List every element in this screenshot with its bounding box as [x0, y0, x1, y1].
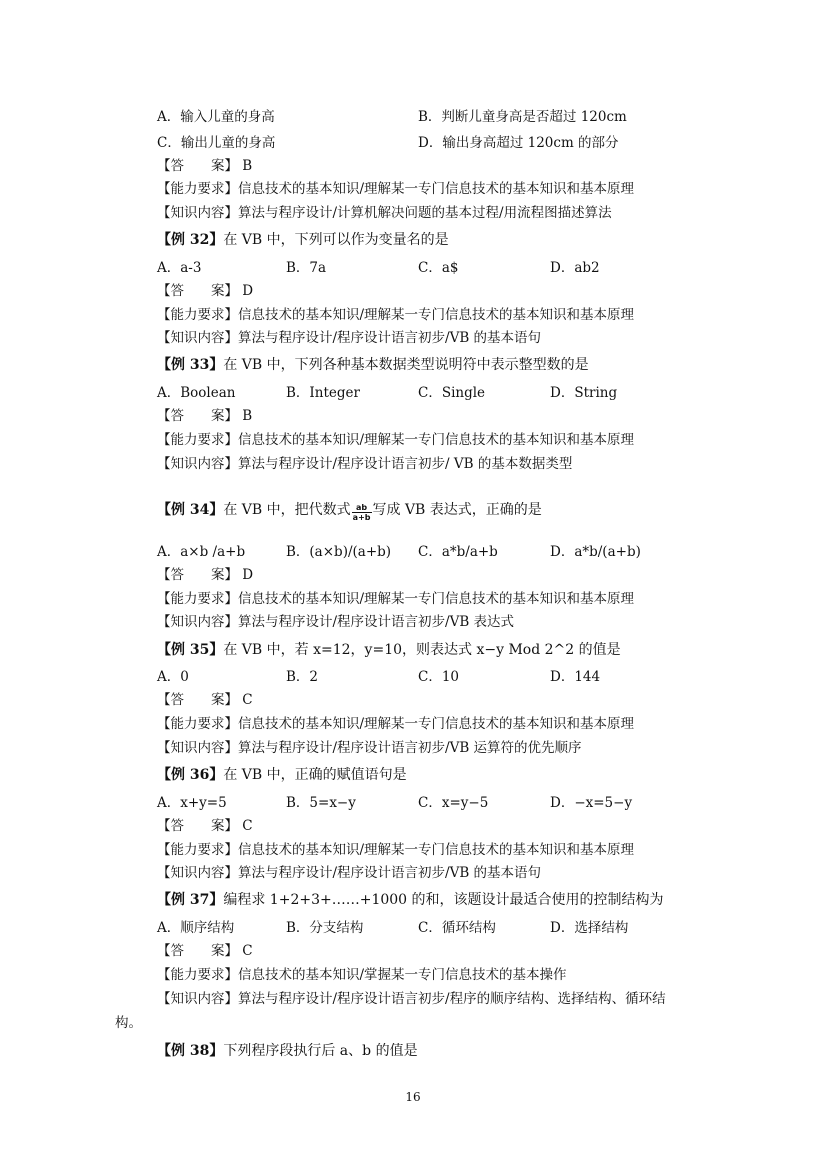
- answer-option: B．7a: [286, 260, 327, 276]
- text-line: 【能力要求】信息技术的基本知识/理解某一专门信息技术的基本知识和基本原理: [157, 307, 635, 323]
- question-label: 【例 36】: [157, 767, 224, 783]
- text-line: 【答 案】 C: [157, 943, 253, 959]
- question-text: 在 VB 中，下列可以作为变量名的是: [223, 232, 449, 248]
- answer-option: B．判断儿童身高是否超过 120cm: [418, 109, 627, 125]
- answer-option: A．a-3: [157, 260, 202, 276]
- text-line: 【答 案】 C: [157, 818, 253, 834]
- text-line: 【答 案】 D: [157, 283, 254, 299]
- answer-option: D．144: [550, 669, 601, 685]
- answer-option: A．x+y=5: [157, 795, 227, 811]
- answer-option: A．Boolean: [157, 385, 236, 401]
- question-line: [157, 890, 664, 910]
- text-line: 【知识内容】算法与程序设计/程序设计语言初步/VB 的基本语句: [157, 330, 542, 346]
- fraction-denominator: a+b: [352, 513, 371, 522]
- fraction-numerator: ab: [352, 503, 372, 513]
- question-text: 在 VB 中，若 x=12，y=10，则表达式 x−y Mod 2^2 的值是: [223, 642, 621, 658]
- question-line: [157, 765, 407, 785]
- answer-option: C．a*b/a+b: [418, 544, 498, 560]
- question-label: 【例 34】: [157, 502, 224, 518]
- answer-option: B．5=x−y: [286, 795, 356, 811]
- answer-option: C．10: [418, 669, 460, 685]
- text-line: 【能力要求】信息技术的基本知识/理解某一专门信息技术的基本知识和基本原理: [157, 432, 635, 448]
- text-line: 【答 案】 B: [157, 408, 253, 424]
- answer-option: D．输出身高超过 120cm 的部分: [418, 135, 619, 151]
- text-line: 【知识内容】算法与程序设计/程序设计语言初步/VB 的基本语句: [157, 865, 542, 881]
- question-label: 【例 32】: [157, 232, 224, 248]
- fraction: [352, 503, 372, 522]
- answer-option: D．ab2: [550, 260, 600, 276]
- question-label: 【例 38】: [157, 1043, 224, 1059]
- question-line: [157, 355, 589, 375]
- question-line: [157, 230, 449, 250]
- text-line: 构。: [115, 1015, 142, 1031]
- answer-option: D．−x=5−y: [550, 795, 633, 811]
- answer-option: B．Integer: [286, 385, 360, 401]
- text-line: 【知识内容】算法与程序设计/程序设计语言初步/ VB 的基本数据类型: [157, 456, 573, 472]
- question-line: [157, 1041, 418, 1061]
- answer-option: A．0: [157, 669, 189, 685]
- question-line: [157, 640, 621, 660]
- text-line: 【知识内容】算法与程序设计/计算机解决问题的基本过程/用流程图描述算法: [157, 205, 612, 221]
- answer-option: C．x=y−5: [418, 795, 489, 811]
- answer-option: C．a$: [418, 260, 459, 276]
- question-label: 【例 37】: [157, 892, 224, 908]
- text-line: 【知识内容】算法与程序设计/程序设计语言初步/VB 运算符的优先顺序: [157, 740, 582, 756]
- question-label: 【例 33】: [157, 357, 224, 373]
- answer-option: C．循环结构: [418, 920, 496, 936]
- question-text: 在 VB 中，下列各种基本数据类型说明符中表示整型数的是: [223, 357, 589, 373]
- answer-option: C．输出儿童的身高: [157, 135, 276, 151]
- answer-option: C．Single: [418, 385, 486, 401]
- text-line: 【知识内容】算法与程序设计/程序设计语言初步/VB 表达式: [157, 614, 515, 630]
- text-line: 【能力要求】信息技术的基本知识/掌握某一专门信息技术的基本操作: [157, 967, 567, 983]
- text-line: 【能力要求】信息技术的基本知识/理解某一专门信息技术的基本知识和基本原理: [157, 591, 635, 607]
- answer-option: B．分支结构: [286, 920, 364, 936]
- question-text: 编程求 1+2+3+……+1000 的和，该题设计最适合使用的控制结构为: [223, 892, 664, 908]
- text-line: 【能力要求】信息技术的基本知识/理解某一专门信息技术的基本知识和基本原理: [157, 181, 635, 197]
- text-line: 【答 案】 C: [157, 692, 253, 708]
- text-line: 【答 案】 B: [157, 158, 253, 174]
- answer-option: B．2: [286, 669, 319, 685]
- answer-option: D．选择结构: [550, 920, 629, 936]
- page-number: 16: [405, 1090, 421, 1104]
- text-line: 【能力要求】信息技术的基本知识/理解某一专门信息技术的基本知识和基本原理: [157, 716, 635, 732]
- text-line: 【答 案】 D: [157, 567, 254, 583]
- text-line: 【知识内容】算法与程序设计/程序设计语言初步/程序的顺序结构、选择结构、循环结: [157, 991, 666, 1007]
- question-text: 写成 VB 表达式，正确的是: [372, 502, 542, 518]
- answer-option: A．顺序结构: [157, 920, 235, 936]
- answer-option: D．a*b/(a+b): [550, 544, 641, 560]
- question-text: 在 VB 中，把代数式: [223, 502, 351, 518]
- answer-option: A．a×b /a+b: [157, 544, 246, 560]
- question-label: 【例 35】: [157, 642, 224, 658]
- question-text: 下列程序段执行后 a、b 的值是: [223, 1043, 418, 1059]
- question-line: [157, 500, 542, 522]
- answer-option: A．输入儿童的身高: [157, 109, 275, 125]
- answer-option: D．String: [550, 385, 618, 401]
- question-text: 在 VB 中，正确的赋值语句是: [223, 767, 407, 783]
- text-line: 【能力要求】信息技术的基本知识/理解某一专门信息技术的基本知识和基本原理: [157, 842, 635, 858]
- answer-option: B．(a×b)/(a+b): [286, 544, 392, 560]
